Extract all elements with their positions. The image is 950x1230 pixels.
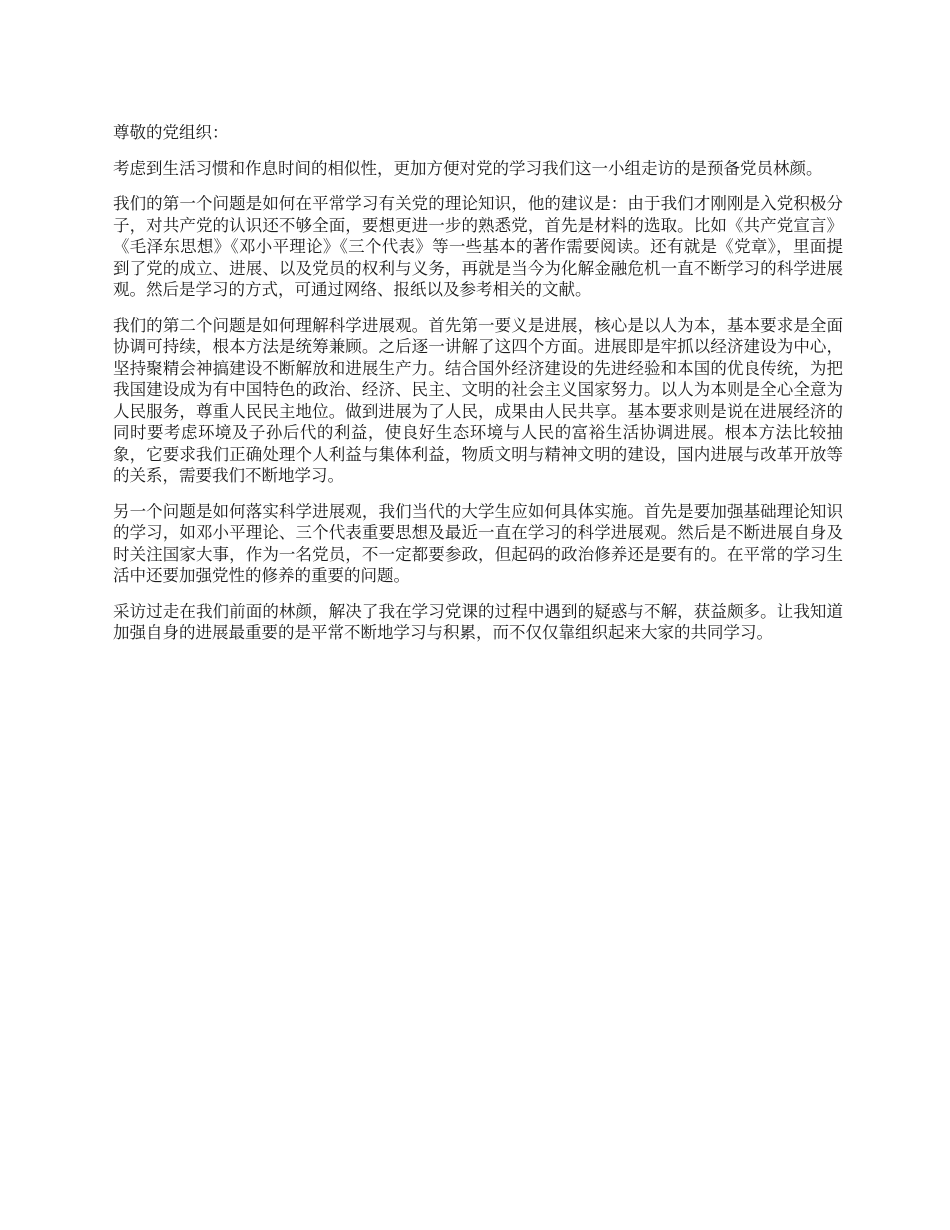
paragraph-4: 另一个问题是如何落实科学进展观，我们当代的大学生应如何具体实施。首先是要加强基础理论知识的学习，如邓小平理论、三个代表重要思想及最近一直在学习的科学进展观。然后是不断进展自身及时关注国家大事，作为一名党员，不一定都要参政，但起码的政治修养还是要有的。在平常的学习生活中还要加强党性的修养的重要的问题。	[113, 501, 843, 585]
paragraph-3: 我们的第二个问题是如何理解科学进展观。首先第一要义是进展，核心是以人为本，基本要求是全面协调可持续，根本方法是统筹兼顾。之后逐一讲解了这四个方面。进展即是牢抓以经济建设为中心，坚持聚精会神搞建设不断解放和进展生产力。结合国外经济建设的先进经验和本国的优良传统，为把我国建设成为有中国特色的政治、经济、民主、文明的社会主义国家努力。以人为本则是全心全意为人民服务，尊重人民民主地位。做到进展为了人民，成果由人民共享。基本要求则是说在进展经济的同时要考虑环境及子孙后代的利益，使良好生态环境与人民的富裕生活协调进展。根本方法比较抽象，它要求我们正确处理个人利益与集体利益，物质文明与精神文明的建设，国内进展与改革开放等的关系，需要我们不断地学习。	[113, 315, 843, 485]
paragraph-1: 考虑到生活习惯和作息时间的相似性，更加方便对党的学习我们这一小组走访的是预备党员林颜。	[113, 158, 823, 178]
paragraph-5: 采访过走在我们前面的林颜，解决了我在学习党课的过程中遇到的疑惑与不解，获益颇多。让我知道加强自身的进展最重要的是平常不断地学习与积累，而不仅仅靠组织起来大家的共同学习。	[113, 601, 843, 642]
document-body	[113, 122, 843, 658]
paragraph-2: 我们的第一个问题是如何在平常学习有关党的理论知识，他的建议是：由于我们才刚刚是入党积极分子，对共产党的认识还不够全面，要想更进一步的熟悉党，首先是材料的选取。比如《共产党宣言》《毛泽东思想》《邓小平理论》《三个代表》等一些基本的著作需要阅读。还有就是《党章》，里面提到了党的成立、进展、以及党员的权利与义务，再就是当今为化解金融危机一直不断学习的科学进展观。然后是学习的方式，可通过网络、报纸以及参考相关的文献。	[113, 194, 843, 299]
salutation: 尊敬的党组织：	[113, 123, 229, 142]
